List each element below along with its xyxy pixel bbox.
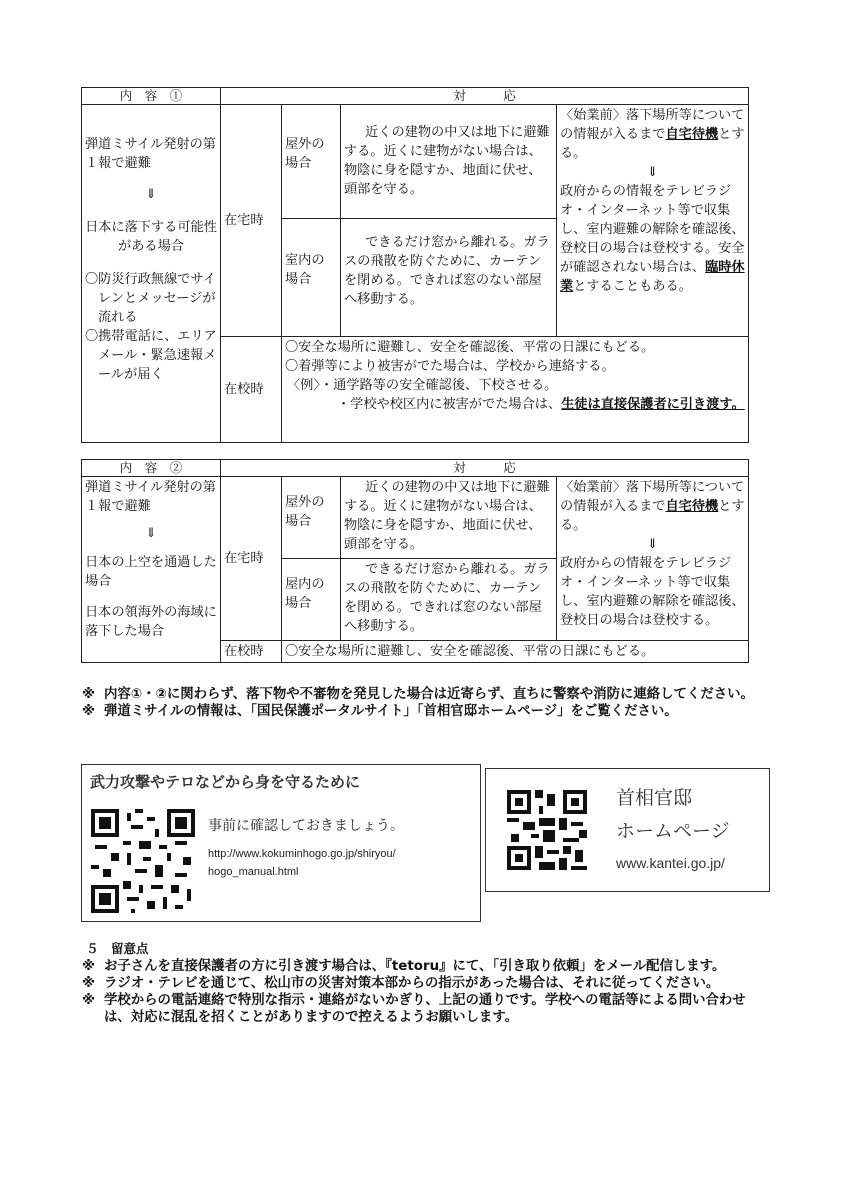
- kantei-title-1: 首相官邸: [616, 787, 693, 809]
- section5-item: [82, 958, 760, 975]
- pre-school2-text-c: とする。: [560, 499, 745, 533]
- section5-text: ラジオ・テレビを通じて、松山市の災害対策本部からの指示があった場合は、それに従ってください。: [104, 976, 720, 991]
- down-arrow-icon: ⇓: [145, 526, 157, 541]
- note-mark: ※: [82, 687, 96, 702]
- section-5: [82, 940, 760, 1026]
- note-mark: ※: [82, 959, 96, 974]
- qr-pattern: [507, 790, 587, 870]
- table2-indoor-label: 屋内の場合: [282, 559, 341, 641]
- down-arrow-icon: ⇓: [145, 187, 157, 202]
- school-line4-a: ・学校や校区内に被害がでた場合は、: [337, 397, 562, 412]
- table1-header-right: 対 応: [221, 88, 749, 105]
- table2-at-school: 在校時: [221, 641, 282, 663]
- section5-text: お子さんを直接保護者の方に引き渡す場合は、『tetoru』にて、「引き取り依頼」をメール配信します。: [104, 959, 726, 974]
- table2-scenario: [82, 477, 221, 663]
- section5-item: [82, 992, 760, 1026]
- school-line4: [285, 395, 745, 414]
- qr-pattern: [91, 809, 195, 913]
- table1-scenario: [82, 105, 221, 443]
- table1-pre-school: [557, 105, 749, 337]
- note-item: [82, 686, 760, 703]
- home-standby-text: 自宅待機: [665, 499, 719, 514]
- temporary-closure-text: 臨時休業: [560, 260, 745, 294]
- note-item: [82, 703, 760, 720]
- scenario-line2: 日本に落下する可能性がある場合: [85, 220, 217, 254]
- home-standby-text: 自宅待機: [665, 127, 719, 142]
- table1-header-left: 内 容 ①: [82, 88, 221, 105]
- civil-protection-title: 武力攻撃やテロなどから身を守るために: [90, 773, 361, 791]
- table2-at-home: 在宅時: [221, 477, 282, 641]
- down-arrow-icon: ⇓: [646, 165, 659, 180]
- table1-school-actions: [282, 337, 749, 443]
- school-line1: 〇安全な場所に避難し、安全を確認後、平常の日課にもどる。: [285, 340, 655, 355]
- school-line3: 〈例〉・通学路等の安全確認後、下校させる。: [287, 378, 558, 393]
- pre-school-text-c: とする。: [560, 127, 745, 161]
- note-mark: ※: [82, 993, 96, 1008]
- table1-outdoor-label: 屋外の場合: [282, 105, 341, 219]
- civil-protection-url-2: hogo_manual.html: [208, 866, 299, 878]
- handover-text: 生徒は直接保護者に引き渡す。: [561, 397, 745, 412]
- gov-info2-text: 政府からの情報をテレビラジオ・インターネット等で収集し、室内避難の解除を確認後、登校日の場合は登校する。: [560, 556, 745, 628]
- pre-school-text-a: 〈始業前〉落下場所等についての情報が入るまで: [560, 108, 745, 142]
- kantei-title-2: ホームページ: [616, 820, 730, 842]
- pre-school2-text-a: 〈始業前〉落下場所等についての情報が入るまで: [560, 480, 745, 514]
- gov-info-text-c: とすることもある。: [573, 279, 692, 294]
- table1-indoor-action: できるだけ窓から離れる。ガラスの飛散を防ぐために、カーテンを閉める。できれば窓のない部屋へ移動する。: [341, 219, 557, 337]
- note-mark: ※: [82, 976, 96, 991]
- kantei-box: [485, 768, 770, 892]
- scenario2-line2: 日本の上空を通過した場合: [85, 555, 217, 589]
- gov-info-text-a: 政府からの情報をテレビラジオ・インターネット等で収集し、室内避難の解除を確認後、登校日の場合は登校する。安全が確認されない場合は、: [560, 184, 745, 275]
- table1-at-school: 在校時: [221, 337, 282, 443]
- civil-protection-subtitle: 事前に確認しておきましょう。: [208, 818, 404, 834]
- note-text: 弾道ミサイルの情報は、「国民保護ポータルサイト」「首相官邸ホームページ」をご覧ください。: [104, 704, 678, 719]
- note-text: 内容①・②に関わらず、落下物や不審物を発見した場合は近寄らず、直ちに警察や消防に連絡してください。: [104, 687, 754, 702]
- civil-protection-url-1: http://www.kokuminhogo.go.jp/shiryou/: [208, 848, 396, 860]
- response-table-1: [81, 87, 749, 443]
- table1-outdoor-action: 近くの建物の中又は地下に避難する。近くに建物がない場合は、物陰に身を隠すか、地面に伏せ、頭部を守る。: [341, 105, 557, 219]
- scenario-line1: 弾道ミサイル発射の第１報で避難: [85, 137, 216, 171]
- table2-outdoor-label: 屋外の場合: [282, 477, 341, 559]
- response-table-2: [81, 459, 749, 663]
- table2-header-left: 内 容 ②: [82, 460, 221, 477]
- section-5-heading: ５ 留意点: [86, 941, 149, 956]
- scenario-bullet2: 〇携帯電話に、エリアメール・緊急速報メールが届く: [85, 329, 217, 382]
- table2-pre-school: [557, 477, 749, 641]
- section5-text: 学校からの電話連絡で特別な指示・連絡がないかぎり、上記の通りです。学校への電話等による問い合わせは、対応に混乱を招くことがありますので控えるようお願いします。: [104, 993, 746, 1025]
- qr-code-icon: [91, 809, 195, 913]
- scenario2-line1: 弾道ミサイル発射の第１報で避難: [85, 480, 216, 514]
- table1-indoor-label: 室内の場合: [282, 219, 341, 337]
- note-mark: ※: [82, 704, 96, 719]
- scenario-bullet1: 〇防災行政無線でサイレンとメッセージが流れる: [85, 272, 216, 325]
- qr-code-icon: [507, 790, 587, 870]
- school-line2: 〇着弾等により被害がでた場合は、学校から連絡する。: [285, 359, 615, 374]
- table1-at-home: 在宅時: [221, 105, 282, 337]
- table2-indoor-action: できるだけ窓から離れる。ガラスの飛散を防ぐために、カーテンを閉める。できれば窓のない部屋へ移動する。: [341, 559, 557, 641]
- section5-item: [82, 975, 760, 992]
- table2-school-line1: 〇安全な場所に避難し、安全を確認後、平常の日課にもどる。: [282, 641, 749, 663]
- down-arrow-icon: ⇓: [646, 537, 659, 552]
- notes-section: [82, 686, 760, 720]
- table2-outdoor-action: 近くの建物の中又は地下に避難する。近くに建物がない場合は、物陰に身を隠すか、地面に伏せ、頭部を守る。: [341, 477, 557, 559]
- scenario2-line3: 日本の領海外の海域に落下した場合: [85, 605, 217, 639]
- table2-header-right: 対 応: [221, 460, 749, 477]
- civil-protection-box: [81, 764, 481, 922]
- kantei-url: www.kantei.go.jp/: [616, 855, 725, 871]
